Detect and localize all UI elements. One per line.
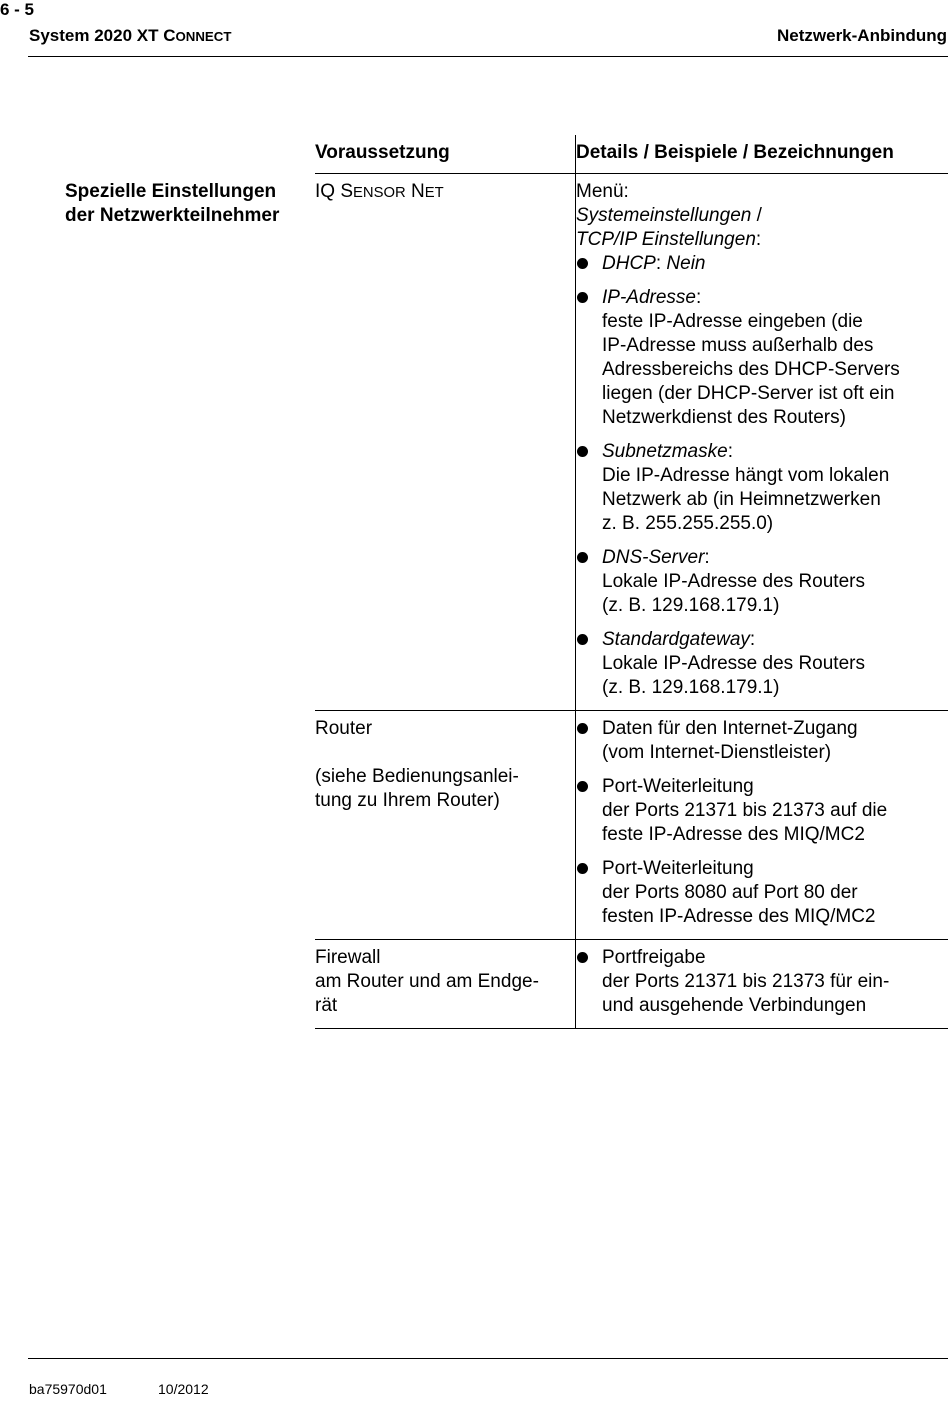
table-row-iq-sensor-net <box>315 174 948 711</box>
col-header-requirement: Voraussetzung <box>315 135 576 174</box>
requirement-cell: Router (siehe Bedienungsanlei- tung zu Ihrem Router) <box>315 711 576 940</box>
bullet-icon <box>577 292 588 303</box>
list-item: DHCP: Nein <box>576 252 948 276</box>
details-cell <box>576 711 949 940</box>
details-cell <box>576 174 949 711</box>
list-item: Standardgateway: Lokale IP-Adresse des Routers (z. B. 129.168.179.1) <box>576 628 948 700</box>
bullet-icon <box>577 258 588 269</box>
menu-path-1: Systemeinstellungen / <box>576 205 762 226</box>
table-row-router <box>315 711 948 940</box>
bullet-icon <box>577 781 588 792</box>
table-row-firewall <box>315 940 948 1029</box>
menu-path-2: TCP/IP Einstellungen: <box>576 229 762 250</box>
header-title: System 2020 XT CONNECT <box>29 26 232 45</box>
list-item: IP-Adresse: feste IP-Adresse eingeben (die IP-Adresse muss außerhalb des Adressbereichs des DHCP-Servers liegen (der DHCP-Server ist oft ein Netzwerkdienst des Routers) <box>576 286 948 430</box>
requirements-table <box>315 135 948 1029</box>
list-item: Port-Weiterleitung der Ports 8080 auf Port 80 der festen IP-Adresse des MIQ/MC2 <box>576 857 948 929</box>
bullet-icon <box>577 723 588 734</box>
document-code: ba75970d01 <box>29 1381 107 1397</box>
bullet-icon <box>577 863 588 874</box>
col-header-details: Details / Beispiele / Bezeichnungen <box>576 135 949 174</box>
list-item: Daten für den Internet-Zugang (vom Internet-Dienstleister) <box>576 717 948 765</box>
details-cell <box>576 940 949 1029</box>
requirement-cell: IQ SENSOR NET <box>315 174 576 711</box>
header-section: Netzwerk-Anbindung <box>777 26 947 45</box>
list-item: Port-Weiterleitung der Ports 21371 bis 21373 auf die feste IP-Adresse des MIQ/MC2 <box>576 775 948 847</box>
footer-rule <box>28 1358 948 1359</box>
bullet-icon <box>577 952 588 963</box>
header-rule <box>28 56 948 57</box>
menu-label: Menü: <box>576 181 629 202</box>
list-item: Subnetzmaske: Die IP-Adresse hängt vom lokalen Netzwerk ab (in Heimnetzwerken z. B. 255.255.255.0) <box>576 440 948 536</box>
side-label: Spezielle Einstellungen der Netzwerkteilnehmer <box>65 181 280 226</box>
list-item: Portfreigabe der Ports 21371 bis 21373 für ein- und ausgehende Verbindungen <box>576 946 948 1018</box>
table-header-row <box>315 135 948 174</box>
page-number: 6 - 5 <box>0 0 35 19</box>
bullet-icon <box>577 634 588 645</box>
document-date: 10/2012 <box>158 1381 209 1397</box>
bullet-icon <box>577 446 588 457</box>
router-list <box>576 717 948 929</box>
requirement-cell: Firewall am Router und am Endge- rät <box>315 940 576 1029</box>
firewall-list <box>576 946 948 1018</box>
bullet-icon <box>577 552 588 563</box>
settings-list <box>576 252 948 700</box>
list-item: DNS-Server: Lokale IP-Adresse des Routers (z. B. 129.168.179.1) <box>576 546 948 618</box>
